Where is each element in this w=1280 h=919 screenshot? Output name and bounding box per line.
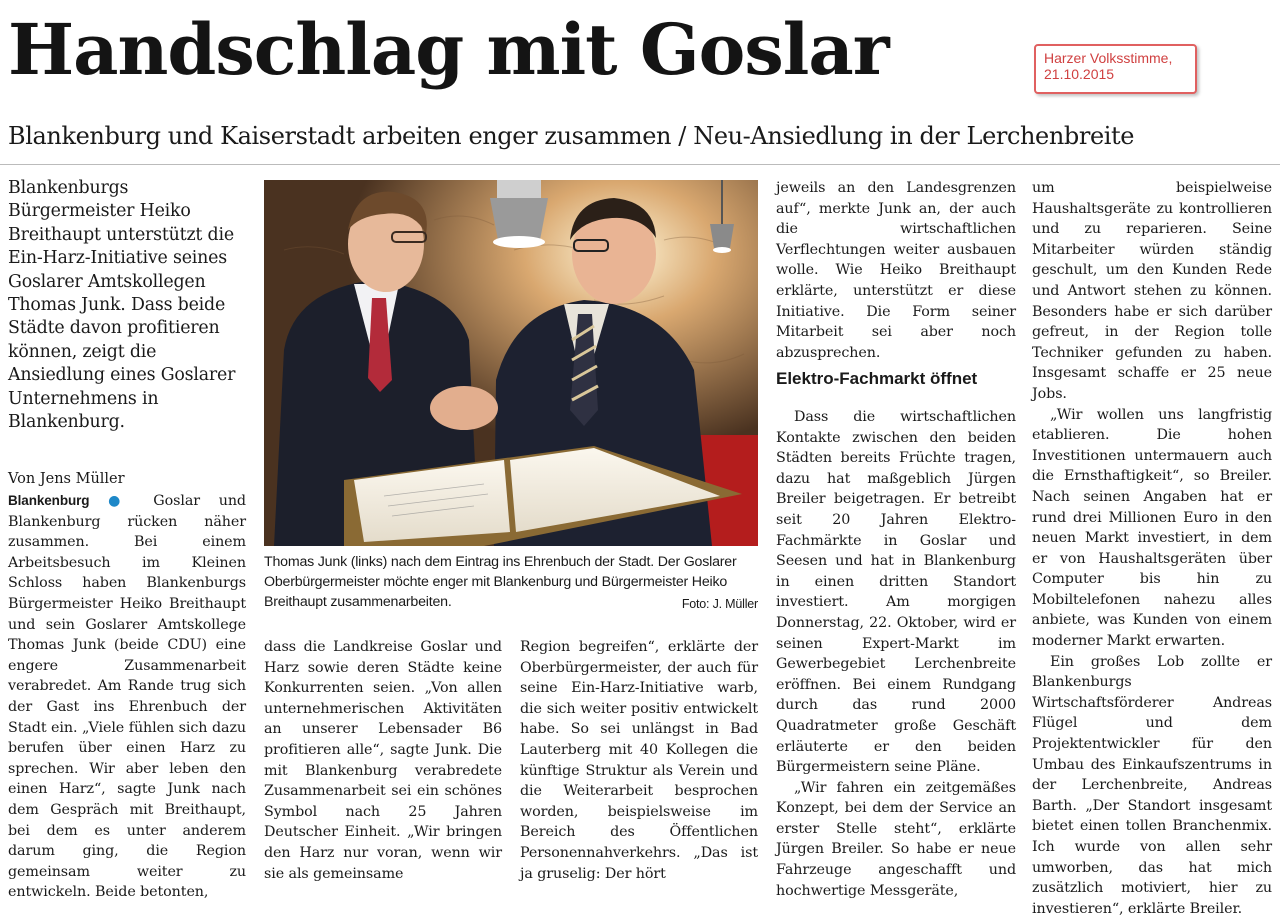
author-byline: Von Jens Müller xyxy=(8,471,125,487)
photo-caption xyxy=(264,552,758,614)
column-4-paragraph-2: „Wir fahren ein zeitgemäßes Konzept, bei dem der Service an erster Stelle steht“, erklärte Jürgen Breiler. So habe er neue Fahrzeuge angeschafft und hochwertige Messgeräte, xyxy=(776,779,1016,899)
column-5-paragraph-2: „Wir wollen uns langfristig etablieren. Die hohen Investitionen untermauern auch die Ernsthaftigkeit“, so Breiler. Nach seinen Angaben hat er rund drei Millionen Euro in den neuen Markt investiert, in dem er von Haushaltsgeräten über Computer bis hin zu Mobiltelefonen nahezu alles anbiete, was Kunden von einem moderner Markt erwarten. xyxy=(1032,406,1272,650)
header-divider xyxy=(0,164,1280,165)
column-1-text: Goslar und Blankenburg rücken näher zusammen. Bei einem Arbeitsbesuch im Kleinen Schloss haben Blankenburgs Bürgermeister Heiko Breithaupt und sein Goslarer Amtskollege Thomas Junk (beide CDU) eine engere Zusammenarbeit verabredet. Am Rande trug sich der Gast ins Ehrenbuch der Stadt ein. „Viele fühlen sich dazu berufen über einen Harz zu sprechen. Wir aber leben den einen Harz“, sagte Junk nach dem Gespräch mit Breithaupt, bei dem es unter anderem darum ging, die Region gemeinsam weiter zu entwickeln. Beide betonten, xyxy=(8,493,246,901)
column-4-paragraph-1: Dass die wirtschaftlichen Kontakte zwischen den beiden Städten bereits Früchte tragen, dazu hat maßgeblich Jürgen Breiler beigetragen. Er betreibt seit 20 Jahren Elektro-Fachmärkte in Goslar und Seesen und hat in Blankenburg in einen dritten Standort investiert. Am morgigen Donnerstag, 22. Oktober, wird er seinen Expert-Markt im Gewerbegebiet Lerchenbreite eröffnen. Bei einem Rundgang durch das rund 2000 Quadratmeter große Geschäft erläuterte er den beiden Bürgermeistern seine Pläne. xyxy=(776,409,1016,776)
body-column-3 xyxy=(520,637,758,884)
photo-credit: Foto: J. Müller xyxy=(681,597,758,611)
body-column-5 xyxy=(1032,178,1272,919)
handshake xyxy=(430,386,498,430)
caption-text: Thomas Junk (links) nach dem Eintrag ins Ehrenbuch der Stadt. Der Goslarer Oberbürgermeister möchte enger mit Blankenburg und Bürgermeister Heiko Breithaupt zusammenarbeiten. xyxy=(264,554,737,610)
source-date: 21.10.2015 xyxy=(1044,66,1115,82)
column-5-paragraph-1: um beispielweise Haushaltsgeräte zu kontrollieren und zu reparieren. Seine Mitarbeiter würden ständig geschult, um den Kunden Rede und Antwort stehen zu können. Besonders habe er sich darüber gefreut, in der Region tolle Techniker gefunden zu haben. Insgesamt schaffe er 25 neue Jobs. xyxy=(1032,180,1272,402)
body-column-2 xyxy=(264,637,502,884)
dateline: Blankenburg xyxy=(8,493,90,508)
column-3-text: Region begreifen“, erklärte der Oberbürgermeister, der auch für seine Ein-Harz-Initiative warb, die sich weiter positiv entwickelt habe. So sei unlängst in Bad Lauterberg mit 40 Kollegen die künftige Struktur als Verein und die Weiterarbeit besprochen worden, beispielsweise im Bereich des Öffentlichen Personennahverkehrs. „Das ist ja gruselig: Der hört xyxy=(520,639,758,882)
dateline-bullet: ● xyxy=(108,493,135,509)
column-2-text: dass die Landkreise Goslar und Harz sowie deren Städte keine Konkurrenten seien. „Von allen unternehmerischen Aktivitäten an unserer Lebensader B6 profitieren alle“, sagte Junk. Die mit Blankenburg verabredete Zusammenarbeit sei ein schönes Symbol nach 25 Jahren Deutscher Einheit. „Wir bringen den Harz nur voran, wenn wir sie als gemeinsame xyxy=(264,639,502,882)
column-4-top-text: jeweils an den Landesgrenzen auf“, merkte Junk an, der auch die wirtschaftlichen Verflechtungen weiter ausbauen wolle. Wie Heiko Breithaupt erklärte, unterstützt er diese Initiative. Die Form seiner Mitarbeit sei aber noch abzusprechen. xyxy=(776,180,1016,361)
body-column-1 xyxy=(8,491,246,903)
body-column-4 xyxy=(776,407,1016,901)
source-stamp xyxy=(1034,44,1197,94)
source-publication: Harzer Volksstimme, xyxy=(1044,50,1173,66)
headline: Handschlag mit Goslar xyxy=(8,8,889,91)
body-column-4-top xyxy=(776,178,1016,363)
subheadline: Blankenburg und Kaiserstadt arbeiten enger zusammen / Neu-Ansiedlung in der Lerchenbreite xyxy=(8,122,1135,150)
column-5-paragraph-3: Ein großes Lob zollte er Blankenburgs Wirtschaftsförderer Andreas Flügel und dem Projektentwickler für den Umbau des Einkaufszentrums in der Lerchenbreite, Andreas Barth. „Der Standort insgesamt bietet einen tollen Branchenmix. Ich wurde von allen sehr umworben, das hat mich zusätzlich motiviert, hier zu investieren“, erklärte Breiler. xyxy=(1032,653,1272,917)
lead-paragraph: Blankenburgs Bürgermeister Heiko Breithaupt unterstützt die Ein-Harz-Initiative seines Goslarer Amtskollegen Thomas Junk. Dass beide Städte davon profitieren können, zeigt die Ansiedlung eines Goslarer Unternehmens in Blankenburg. xyxy=(8,178,236,433)
section-heading: Elektro-Fachmarkt öffnet xyxy=(776,369,978,388)
article-photo xyxy=(264,180,758,546)
